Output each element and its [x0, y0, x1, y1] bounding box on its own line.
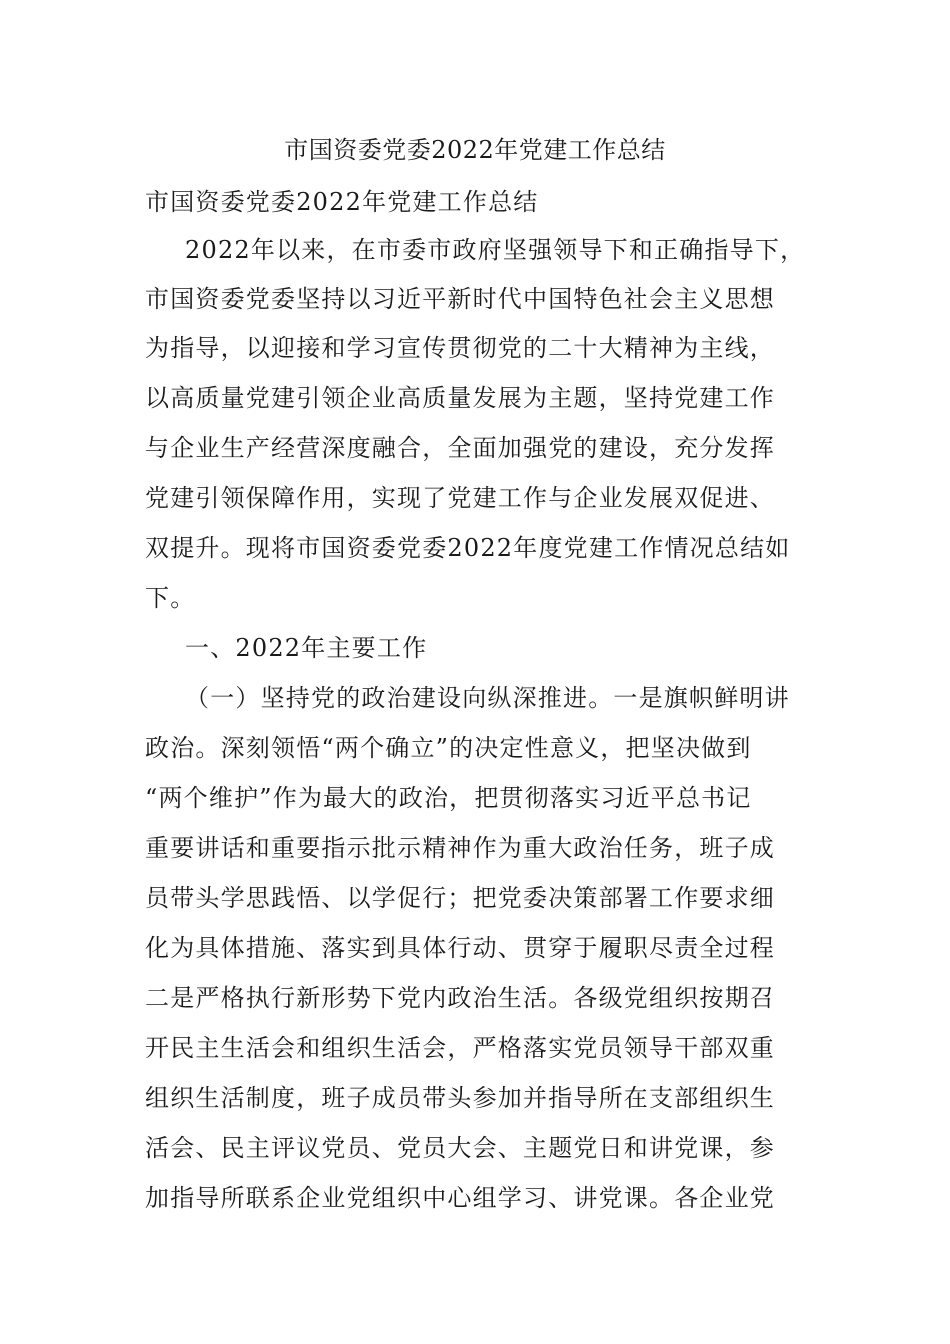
paragraph-line: 二是严格执行新形势下党内政治生活。各级党组织按期召	[145, 984, 775, 1012]
paragraph-line: 为指导，以迎接和学习宣传贯彻党的二十大精神为主线，	[145, 334, 775, 362]
paragraph-line: 以高质量党建引领企业高质量发展为主题，坚持党建工作	[145, 384, 775, 412]
document-title: 市国资委党委2022年党建工作总结	[284, 136, 666, 164]
paragraph-line: 与企业生产经营深度融合，全面加强党的建设，充分发挥	[145, 434, 775, 462]
paragraph-line: 政治。深刻领悟“两个确立”的决定性意义，把坚决做到	[145, 734, 752, 762]
paragraph-line: 市国资委党委坚持以习近平新时代中国特色社会主义思想	[145, 285, 775, 313]
paragraph-line: 2022年以来，在市委市政府坚强领导下和正确指导下，	[185, 236, 806, 264]
paragraph-line: 重要讲话和重要指示批示精神作为重大政治任务，班子成	[145, 834, 775, 862]
paragraph-line: （一）坚持党的政治建设向纵深推进。一是旗帜鲜明讲	[185, 684, 790, 712]
paragraph-line: 组织生活制度，班子成员带头参加并指导所在支部组织生	[145, 1084, 775, 1112]
section-heading: 一、2022年主要工作	[185, 634, 428, 662]
paragraph-line: 党建引领保障作用，实现了党建工作与企业发展双促进、	[145, 484, 775, 512]
document-subtitle: 市国资委党委2022年党建工作总结	[145, 188, 539, 216]
paragraph-line: 化为具体措施、落实到具体行动、贯穿于履职尽责全过程	[145, 934, 775, 962]
paragraph-line: 下。	[145, 584, 196, 612]
paragraph-line: 开民主生活会和组织生活会，严格落实党员领导干部双重	[145, 1034, 775, 1062]
paragraph-line: 加指导所联系企业党组织中心组学习、讲党课。各企业党	[145, 1184, 775, 1212]
paragraph-line: 双提升。现将市国资委党委2022年度党建工作情况总结如	[145, 534, 791, 562]
paragraph-line: “两个维护”作为最大的政治，把贯彻落实习近平总书记	[145, 784, 752, 812]
paragraph-line: 活会、民主评议党员、党员大会、主题党日和讲党课，参	[145, 1134, 775, 1162]
paragraph-line: 员带头学思践悟、以学促行；把党委决策部署工作要求细	[145, 884, 775, 912]
